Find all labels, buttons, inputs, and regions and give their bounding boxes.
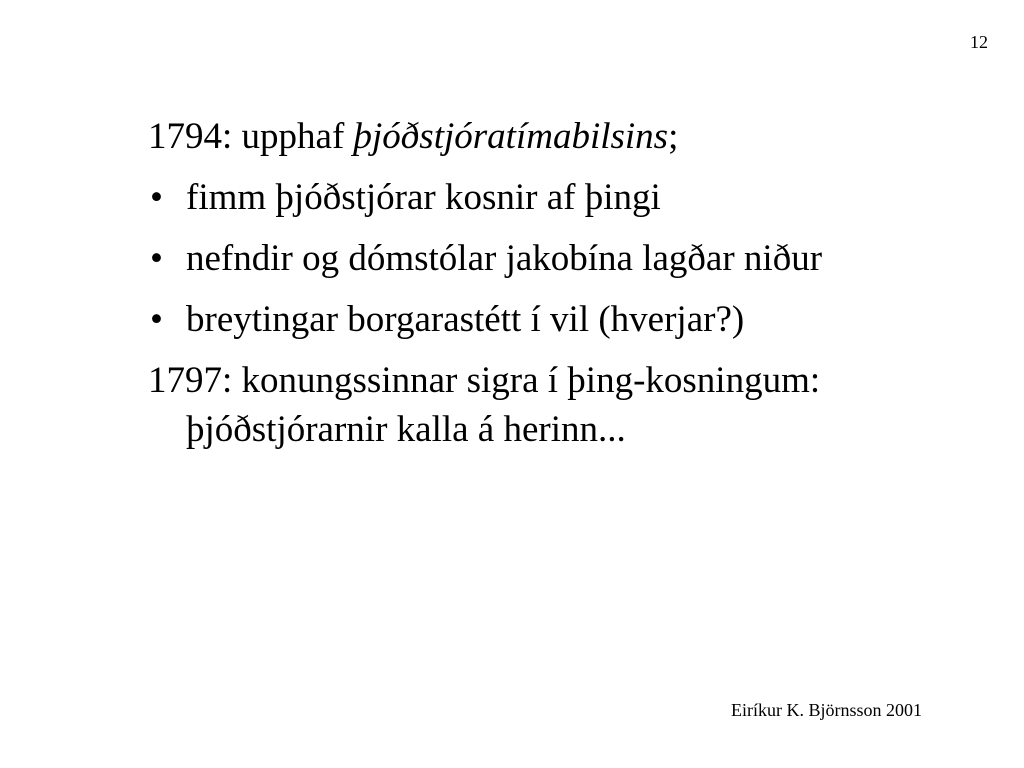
bullet-item [148,295,908,344]
bullet-text: nefndir og dómstólar jakobína lagðar niður [186,238,823,279]
bullet-icon: • [150,177,163,218]
bullet-item [148,173,908,222]
heading-1797: 1797: konungssinnar sigra í þing-kosningum: þjóðstjórarnir kalla á herinn... [148,360,821,450]
heading-1794-prefix: 1794: upphaf [148,116,354,157]
footer-author: Eiríkur K. Björnsson 2001 [731,700,922,720]
page-number: 12 [970,32,988,52]
bullet-text: fimm þjóðstjórar kosnir af þingi [186,177,661,218]
heading-1794-emphasis: þjóðstjóratímabilsins [353,116,669,157]
bullet-icon: • [150,299,163,340]
heading-1794-suffix: ; [668,116,679,157]
heading-1794 [148,112,908,161]
bullet-item [148,234,908,283]
slide-body [148,112,908,466]
bullet-text: breytingar borgarastétt í vil (hverjar?) [186,299,745,340]
bullet-icon: • [150,238,163,279]
